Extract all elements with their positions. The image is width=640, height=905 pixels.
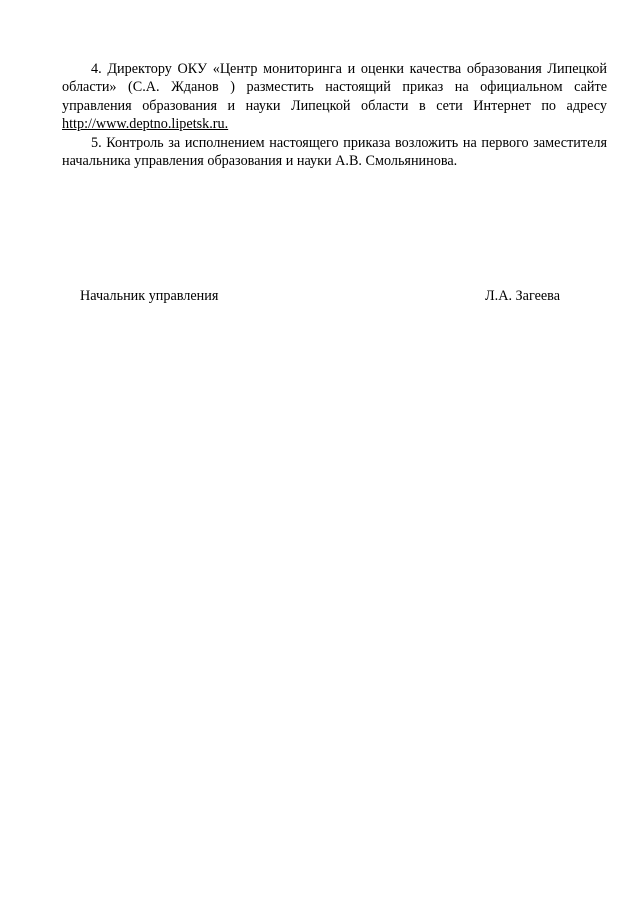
- paragraph-5: 5. Контроль за исполнением настоящего приказа возложить на первого заместителя начальника управления образования и науки А.В. Смольянинова.: [62, 134, 607, 170]
- signatory-name: Л.А. Загеева: [485, 288, 560, 304]
- paragraph-4-text: 4. Директору ОКУ «Центр мониторинга и оценки качества образования Липецкой области» (С.А. Жданов ) разместить настоящий приказ на официальном сайте управления образования и науки Липецкой области в сети Интернет по адресу: [62, 61, 607, 114]
- paragraph-4: [62, 60, 607, 134]
- website-link[interactable]: http://www.deptno.lipetsk.ru.: [62, 116, 229, 133]
- document-body: [62, 60, 607, 170]
- signature-block: [80, 287, 560, 305]
- signatory-position: Начальник управления: [80, 288, 219, 304]
